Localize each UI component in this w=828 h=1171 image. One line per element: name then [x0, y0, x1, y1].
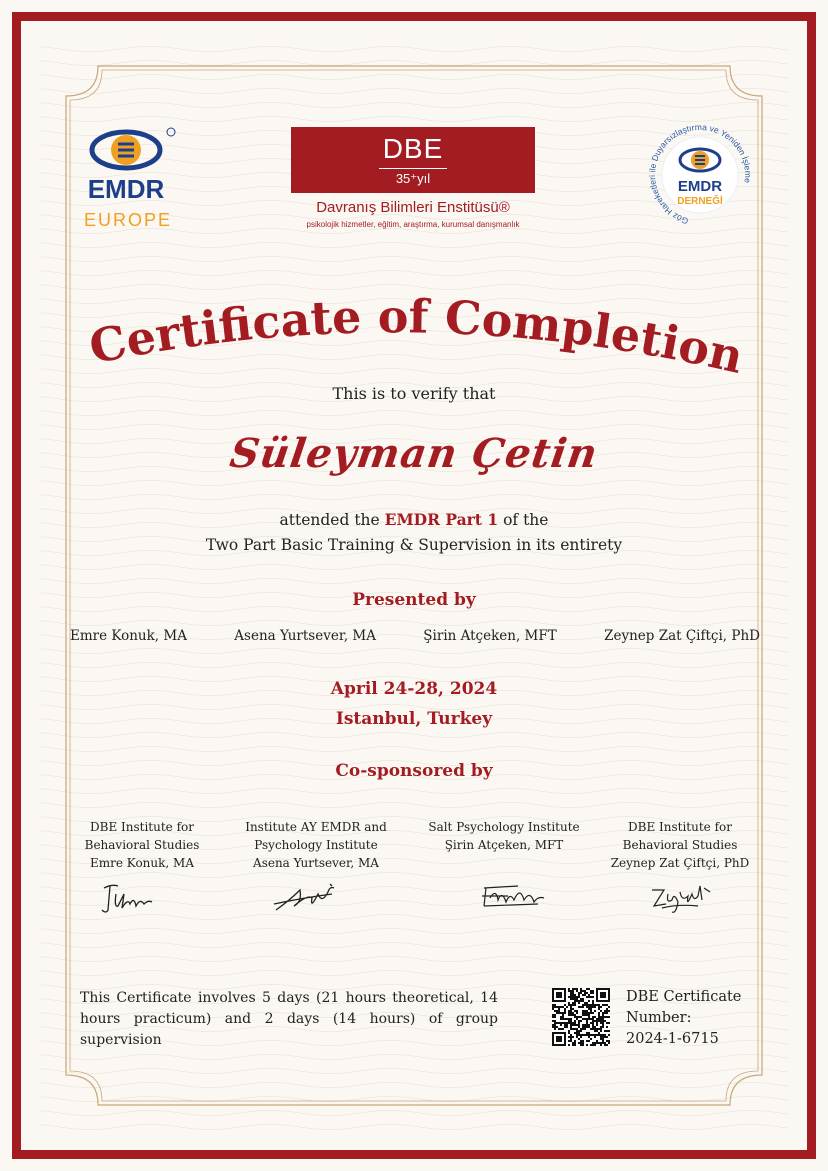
signature-zeynep-zat-ciftci — [648, 878, 718, 918]
emdr-dernegi-line1: EMDR — [677, 178, 723, 195]
attended-suffix: of the — [503, 511, 549, 529]
sponsor-block — [590, 818, 770, 872]
signature-emre-konuk — [100, 880, 160, 916]
presented-by-label: Presented by — [352, 590, 476, 610]
sponsor-block — [52, 818, 232, 872]
training-line: Two Part Basic Training & Supervision in its entirety — [205, 536, 623, 554]
presenters-list — [70, 628, 760, 644]
dbe-logo-box — [291, 127, 535, 193]
certificate-number-label: Number: — [626, 1010, 692, 1026]
cosponsored-label: Co-sponsored by — [335, 761, 493, 781]
sponsor-line: Emre Konuk, MA — [90, 856, 194, 870]
verify-text: This is to verify that — [332, 384, 496, 403]
dbe-logo-divider — [379, 168, 447, 169]
sponsor-block — [226, 818, 406, 872]
sponsor-line: Zeynep Zat Çiftçi, PhD — [610, 856, 750, 870]
emdr-dernegi-logo — [645, 120, 755, 230]
signature-sirin-atceken — [478, 878, 552, 914]
attended-prefix: attended the — [279, 511, 380, 529]
sponsor-block — [414, 818, 594, 854]
presenter-name: Zeynep Zat Çiftçi, PhD — [604, 628, 760, 644]
sponsor-line: Psychology Institute — [254, 838, 378, 852]
emdr-europe-line1: EMDR — [87, 174, 165, 204]
emdr-europe-logo — [78, 126, 188, 236]
sponsor-line: Asena Yurtsever, MA — [253, 856, 379, 870]
qr-code-icon[interactable] — [552, 988, 610, 1046]
training-date: April 24-28, 2024 — [330, 679, 498, 699]
course-name: EMDR Part 1 — [384, 510, 499, 529]
dbe-logo-year: 35⁺yıl — [395, 171, 431, 186]
sponsor-line: DBE Institute for — [90, 820, 194, 834]
training-location: Istanbul, Turkey — [335, 709, 493, 729]
dbe-logo-title: DBE — [382, 133, 444, 164]
signature-asena-yurtsever — [272, 880, 346, 916]
certificate-number-block — [626, 987, 766, 1050]
certificate-hours-note: This Certificate involves 5 days (21 hours theoretical, 14 hours practicum) and 2 days (14 hours) of group supervision — [80, 990, 498, 1048]
sponsor-line: Institute AY EMDR and — [245, 820, 387, 834]
sponsor-line: Şirin Atçeken, MFT — [444, 838, 564, 852]
certificate-title: Certificate of Completion — [84, 289, 749, 384]
dbe-institute-name: Davranış Bilimleri Enstitüsü® — [316, 199, 510, 216]
certificate-number-label: DBE Certificate — [626, 989, 742, 1005]
sponsor-line: Behavioral Studies — [622, 838, 738, 852]
svg-text:Certificate of Completion — [85, 289, 748, 384]
presenter-name: Şirin Atçeken, MFT — [423, 628, 557, 644]
sponsor-line: Behavioral Studies — [84, 838, 200, 852]
certificate-title-graphic — [60, 288, 768, 388]
presenter-name: Emre Konuk, MA — [70, 628, 187, 644]
sponsor-line: DBE Institute for — [628, 820, 732, 834]
attended-line — [0, 510, 828, 529]
presenter-name: Asena Yurtsever, MA — [234, 628, 376, 644]
sponsor-line: Salt Psychology Institute — [428, 820, 580, 834]
recipient-name: Süleyman Çetin — [227, 430, 601, 477]
emdr-dernegi-ring-text: Göz Hareketleri ile Duyarsızlaştırma ve Yeniden İşleme — [647, 121, 754, 227]
certificate-number: 2024-1-6715 — [626, 1031, 719, 1047]
dbe-institute-subtitle: psikolojik hizmetler, eğitim, araştırma, kurumsal danışmanlık — [306, 220, 520, 229]
emdr-europe-line2: EUROPE — [83, 210, 173, 230]
emdr-dernegi-line2: DERNEĞİ — [677, 196, 723, 207]
